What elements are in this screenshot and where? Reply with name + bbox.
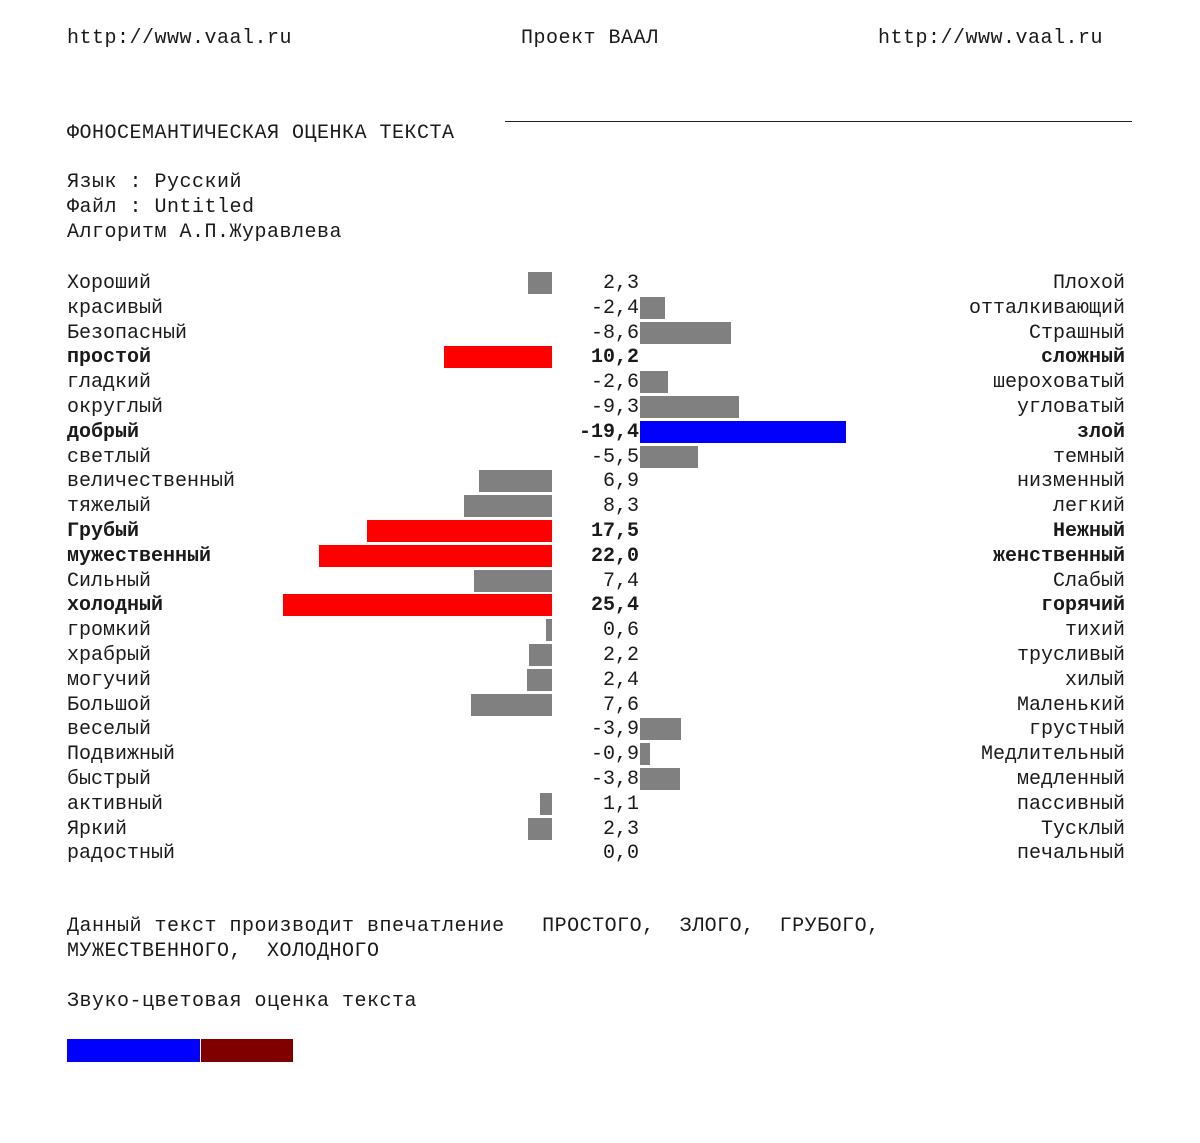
- scale-value: 17,5: [590, 520, 639, 543]
- scale-row: [0, 569, 1200, 594]
- scale-row: [0, 544, 1200, 569]
- scale-value: 1,1: [602, 792, 639, 816]
- scale-left-label: Безопасный: [67, 321, 188, 345]
- scale-row: [0, 321, 1200, 346]
- scale-right-label: Нежный: [1052, 520, 1125, 543]
- scale-row: [0, 767, 1200, 792]
- scale-left-label: округлый: [67, 396, 164, 419]
- scale-right-label: низменный: [1016, 470, 1125, 494]
- scale-row: [0, 420, 1200, 445]
- scale-right-label: отталкивающий: [968, 296, 1125, 320]
- scale-left-label: быстрый: [67, 768, 152, 791]
- scale-left-label: простой: [67, 346, 152, 370]
- scale-row: [0, 345, 1200, 370]
- conclusion-line-1: Данный текст производит впечатление ПРОСТОГО, ЗЛОГО, ГРУБОГО,: [67, 915, 880, 938]
- header-title: Проект ВААЛ: [521, 27, 659, 50]
- scale-value: -3,8: [590, 768, 639, 791]
- scale-row: [0, 817, 1200, 842]
- scale-value: 6,9: [602, 470, 639, 494]
- scale-right-label: Маленький: [1016, 693, 1125, 717]
- scale-row: [0, 668, 1200, 693]
- scale-value: 0,0: [602, 842, 639, 866]
- scale-value: 2,3: [602, 272, 639, 295]
- scale-row: [0, 469, 1200, 494]
- scale-right-label: шероховатый: [992, 371, 1125, 395]
- scale-right-label: Слабый: [1052, 569, 1125, 593]
- scale-row: [0, 717, 1200, 742]
- scale-value: -9,3: [590, 396, 639, 419]
- scale-left-label: холодный: [67, 594, 164, 618]
- scale-value: -19,4: [578, 420, 639, 444]
- scale-left-label: активный: [67, 792, 164, 816]
- scale-row: [0, 618, 1200, 643]
- scale-value: -2,6: [590, 371, 639, 395]
- scale-row: [0, 395, 1200, 420]
- scale-left-label: громкий: [67, 619, 152, 643]
- scale-value: 2,4: [602, 668, 639, 692]
- scale-right-label: злой: [1076, 420, 1125, 444]
- scale-row: [0, 445, 1200, 470]
- scale-bar: [640, 718, 681, 740]
- scale-bar: [640, 396, 739, 418]
- scale-bar: [640, 743, 650, 765]
- scale-value: -3,9: [590, 718, 639, 742]
- scale-left-label: радостный: [67, 842, 176, 866]
- scale-row: [0, 370, 1200, 395]
- color-assessment-label: Звуко-цветовая оценка текста: [67, 990, 418, 1013]
- scale-row: [0, 742, 1200, 767]
- scale-row: [0, 792, 1200, 817]
- header-left-url[interactable]: http://www.vaal.ru: [67, 27, 293, 50]
- scale-right-label: печальный: [1016, 842, 1125, 866]
- scale-row: [0, 693, 1200, 718]
- scale-left-label: Яркий: [67, 817, 128, 841]
- scale-left-label: красивый: [67, 296, 164, 320]
- scale-left-label: величественный: [67, 470, 236, 494]
- scale-value: -2,4: [590, 296, 639, 320]
- header-right-url[interactable]: http://www.vaal.ru: [878, 27, 1104, 50]
- scale-left-label: храбрый: [67, 644, 152, 667]
- title-underline: [505, 121, 1132, 122]
- scale-bar: [640, 446, 698, 468]
- scale-bar: [640, 322, 731, 344]
- scale-value: 0,6: [602, 619, 639, 643]
- color-swatch: [201, 1039, 293, 1062]
- scale-left-label: могучий: [67, 668, 152, 692]
- scale-bar: [640, 768, 680, 790]
- color-swatch: [67, 1039, 200, 1062]
- algorithm-line: Алгоритм А.П.Журавлева: [67, 221, 343, 244]
- scale-right-label: темный: [1052, 445, 1125, 469]
- scale-value: 2,3: [602, 817, 639, 841]
- scale-right-label: Страшный: [1028, 321, 1125, 345]
- scale-bar: [640, 371, 668, 393]
- scale-row: [0, 519, 1200, 544]
- scale-left-label: Сильный: [67, 569, 152, 593]
- scale-row: [0, 643, 1200, 668]
- scale-value: 25,4: [590, 594, 639, 618]
- scale-left-label: Хороший: [67, 272, 152, 295]
- scale-right-label: Медлительный: [980, 743, 1125, 767]
- scale-left-label: гладкий: [67, 371, 152, 395]
- scale-row: [0, 494, 1200, 519]
- scale-value: -0,9: [590, 743, 639, 767]
- scale-row: [0, 296, 1200, 321]
- conclusion-line-2: МУЖЕСТВЕННОГО, ХОЛОДНОГО: [67, 940, 380, 963]
- scale-bar: [319, 545, 552, 567]
- scale-left-label: тяжелый: [67, 495, 152, 519]
- scale-row: [0, 841, 1200, 866]
- scale-bar: [283, 594, 552, 616]
- scale-right-label: Плохой: [1052, 272, 1125, 295]
- scale-value: -5,5: [590, 445, 639, 469]
- scale-value: 22,0: [590, 544, 639, 568]
- scale-value: 8,3: [602, 495, 639, 519]
- scale-value: 10,2: [590, 346, 639, 370]
- scale-right-label: грустный: [1028, 718, 1125, 742]
- language-line: Язык : Русский: [67, 171, 243, 194]
- scale-right-label: хилый: [1064, 668, 1125, 692]
- scale-right-label: Тусклый: [1040, 817, 1125, 841]
- scale-value: 2,2: [602, 644, 639, 667]
- scale-left-label: добрый: [67, 420, 140, 444]
- scale-left-label: мужественный: [67, 544, 212, 568]
- scale-left-label: Подвижный: [67, 743, 176, 767]
- scale-right-label: трусливый: [1016, 644, 1125, 667]
- file-line: Файл : Untitled: [67, 196, 255, 219]
- scale-right-label: легкий: [1052, 495, 1125, 519]
- scale-value: 7,4: [602, 569, 639, 593]
- scale-value: -8,6: [590, 321, 639, 345]
- scale-bar: [640, 297, 665, 319]
- scale-right-label: тихий: [1064, 619, 1125, 643]
- scale-right-label: сложный: [1040, 346, 1125, 370]
- scale-bar: [640, 421, 846, 443]
- scale-row: [0, 593, 1200, 618]
- scale-value: 7,6: [602, 693, 639, 717]
- scale-right-label: женственный: [992, 544, 1125, 568]
- scale-row: [0, 271, 1200, 296]
- scale-right-label: горячий: [1040, 594, 1125, 618]
- report-title: ФОНОСЕМАНТИЧЕСКАЯ ОЦЕНКА ТЕКСТА: [67, 122, 455, 145]
- scale-right-label: медленный: [1016, 768, 1125, 791]
- scale-right-label: пассивный: [1016, 792, 1125, 816]
- scale-left-label: Грубый: [67, 520, 140, 543]
- scale-right-label: угловатый: [1016, 396, 1125, 419]
- scale-left-label: светлый: [67, 445, 152, 469]
- scale-left-label: веселый: [67, 718, 152, 742]
- scale-left-label: Большой: [67, 693, 152, 717]
